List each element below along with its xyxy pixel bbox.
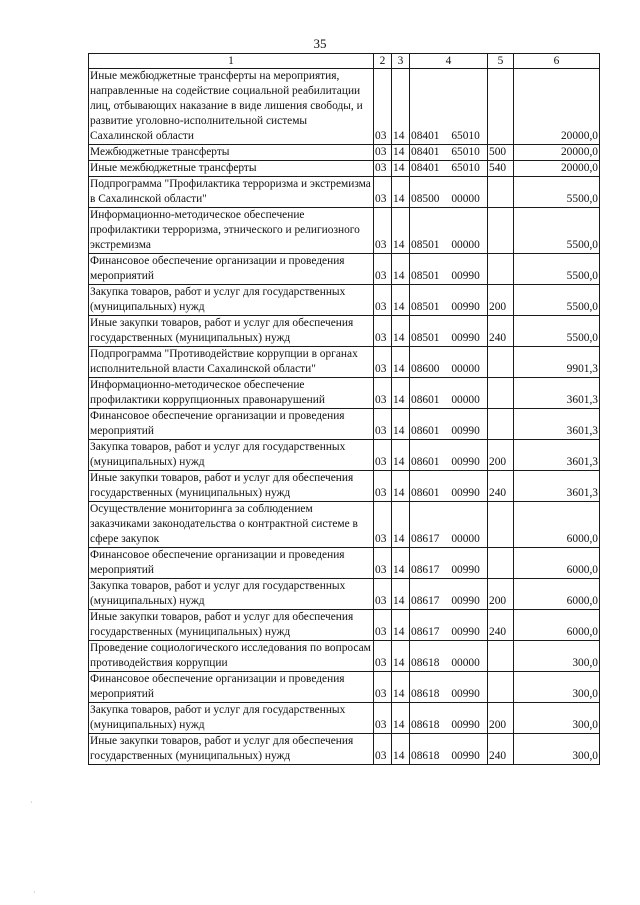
row-subsection-cell: 14 bbox=[392, 440, 410, 471]
row-amount-cell: 20000,0 bbox=[514, 161, 600, 177]
table-row bbox=[89, 378, 600, 409]
row-name-cell: Подпрограмма "Профилактика терроризма и экстремизма в Сахалинской области" bbox=[89, 177, 374, 208]
row-name-cell: Закупка товаров, работ и услуг для государственных (муниципальных) нужд bbox=[89, 440, 374, 471]
row-subsection-cell: 14 bbox=[392, 285, 410, 316]
row-amount-cell: 5500,0 bbox=[514, 177, 600, 208]
table-row bbox=[89, 641, 600, 672]
page-number: 35 bbox=[313, 36, 327, 51]
header-cell: 4 bbox=[410, 54, 488, 69]
row-name-cell: Иные закупки товаров, работ и услуг для обеспечения государственных (муниципальных) нужд bbox=[89, 316, 374, 347]
row-name-cell: Информационно-методическое обеспечение профилактики коррупционных правонарушений bbox=[89, 378, 374, 409]
row-expense-type-cell bbox=[488, 177, 514, 208]
row-target-article-cell: 08617 00990 bbox=[410, 610, 488, 641]
table-row bbox=[89, 347, 600, 378]
table-row bbox=[89, 69, 600, 145]
row-expense-type-cell bbox=[488, 347, 514, 378]
header-cell: 3 bbox=[392, 54, 410, 69]
row-name-cell: Осуществление мониторинга за соблюдением заказчиками законодательства о контрактной системе в сфере закупок bbox=[89, 502, 374, 548]
budget-table bbox=[88, 53, 600, 765]
row-name-cell: Иные межбюджетные трансферты на мероприятия, направленные на содействие социальной реабилитации лиц, отбывающих наказание в виде лишения свободы, и развитие уголовно-исполнительной системы Сахалинской области bbox=[89, 69, 374, 145]
row-amount-cell: 5500,0 bbox=[514, 208, 600, 254]
row-section-cell: 03 bbox=[374, 177, 392, 208]
header-cell: 2 bbox=[374, 54, 392, 69]
table-row bbox=[89, 177, 600, 208]
row-name-cell: Закупка товаров, работ и услуг для государственных (муниципальных) нужд bbox=[89, 285, 374, 316]
row-target-article-cell: 08600 00000 bbox=[410, 347, 488, 378]
row-amount-cell: 6000,0 bbox=[514, 502, 600, 548]
row-subsection-cell: 14 bbox=[392, 672, 410, 703]
row-section-cell: 03 bbox=[374, 610, 392, 641]
row-name-cell: Иные закупки товаров, работ и услуг для обеспечения государственных (муниципальных) нужд bbox=[89, 610, 374, 641]
row-section-cell: 03 bbox=[374, 208, 392, 254]
row-target-article-cell: 08618 00990 bbox=[410, 734, 488, 765]
row-target-article-cell: 08601 00000 bbox=[410, 378, 488, 409]
row-expense-type-cell: 540 bbox=[488, 161, 514, 177]
row-section-cell: 03 bbox=[374, 409, 392, 440]
row-expense-type-cell bbox=[488, 641, 514, 672]
row-subsection-cell: 14 bbox=[392, 254, 410, 285]
table-row bbox=[89, 610, 600, 641]
table-row bbox=[89, 548, 600, 579]
row-target-article-cell: 08501 00990 bbox=[410, 316, 488, 347]
row-name-cell: Финансовое обеспечение организации и проведения мероприятий bbox=[89, 672, 374, 703]
row-section-cell: 03 bbox=[374, 579, 392, 610]
row-expense-type-cell: 500 bbox=[488, 145, 514, 161]
row-subsection-cell: 14 bbox=[392, 347, 410, 378]
row-target-article-cell: 08618 00990 bbox=[410, 703, 488, 734]
row-expense-type-cell: 200 bbox=[488, 579, 514, 610]
header-cell: 5 bbox=[488, 54, 514, 69]
table-row bbox=[89, 285, 600, 316]
row-name-cell: Иные межбюджетные трансферты bbox=[89, 161, 374, 177]
row-amount-cell: 6000,0 bbox=[514, 579, 600, 610]
table-row bbox=[89, 672, 600, 703]
row-section-cell: 03 bbox=[374, 641, 392, 672]
row-name-cell: Подпрограмма "Противодействие коррупции в органах исполнительной власти Сахалинской области" bbox=[89, 347, 374, 378]
table-row bbox=[89, 502, 600, 548]
row-amount-cell: 300,0 bbox=[514, 734, 600, 765]
row-expense-type-cell: 240 bbox=[488, 734, 514, 765]
row-amount-cell: 6000,0 bbox=[514, 610, 600, 641]
row-section-cell: 03 bbox=[374, 254, 392, 285]
row-section-cell: 03 bbox=[374, 471, 392, 502]
row-subsection-cell: 14 bbox=[392, 703, 410, 734]
row-section-cell: 03 bbox=[374, 285, 392, 316]
row-target-article-cell: 08617 00000 bbox=[410, 502, 488, 548]
row-amount-cell: 9901,3 bbox=[514, 347, 600, 378]
row-amount-cell: 20000,0 bbox=[514, 145, 600, 161]
row-target-article-cell: 08601 00990 bbox=[410, 409, 488, 440]
header-cell: 6 bbox=[514, 54, 600, 69]
row-section-cell: 03 bbox=[374, 378, 392, 409]
row-name-cell: Закупка товаров, работ и услуг для государственных (муниципальных) нужд bbox=[89, 579, 374, 610]
row-subsection-cell: 14 bbox=[392, 378, 410, 409]
row-target-article-cell: 08618 00990 bbox=[410, 672, 488, 703]
row-expense-type-cell: 200 bbox=[488, 703, 514, 734]
row-target-article-cell: 08500 00000 bbox=[410, 177, 488, 208]
row-expense-type-cell: 200 bbox=[488, 285, 514, 316]
row-expense-type-cell: 240 bbox=[488, 316, 514, 347]
row-expense-type-cell bbox=[488, 254, 514, 285]
row-amount-cell: 5500,0 bbox=[514, 285, 600, 316]
row-section-cell: 03 bbox=[374, 440, 392, 471]
table-row bbox=[89, 409, 600, 440]
row-subsection-cell: 14 bbox=[392, 409, 410, 440]
row-expense-type-cell bbox=[488, 409, 514, 440]
row-target-article-cell: 08401 65010 bbox=[410, 145, 488, 161]
row-expense-type-cell: 240 bbox=[488, 610, 514, 641]
row-subsection-cell: 14 bbox=[392, 177, 410, 208]
row-section-cell: 03 bbox=[374, 703, 392, 734]
row-subsection-cell: 14 bbox=[392, 161, 410, 177]
row-amount-cell: 5500,0 bbox=[514, 254, 600, 285]
row-section-cell: 03 bbox=[374, 734, 392, 765]
row-amount-cell: 20000,0 bbox=[514, 69, 600, 145]
row-expense-type-cell bbox=[488, 378, 514, 409]
row-section-cell: 03 bbox=[374, 502, 392, 548]
row-name-cell: Закупка товаров, работ и услуг для государственных (муниципальных) нужд bbox=[89, 703, 374, 734]
row-amount-cell: 3601,3 bbox=[514, 471, 600, 502]
row-target-article-cell: 08501 00990 bbox=[410, 285, 488, 316]
row-subsection-cell: 14 bbox=[392, 208, 410, 254]
table-row bbox=[89, 254, 600, 285]
row-amount-cell: 300,0 bbox=[514, 641, 600, 672]
table-row bbox=[89, 579, 600, 610]
row-name-cell: Проведение социологического исследования по вопросам противодействия коррупции bbox=[89, 641, 374, 672]
row-expense-type-cell bbox=[488, 548, 514, 579]
row-subsection-cell: 14 bbox=[392, 548, 410, 579]
row-target-article-cell: 08617 00990 bbox=[410, 579, 488, 610]
table-row bbox=[89, 161, 600, 177]
row-target-article-cell: 08601 00990 bbox=[410, 440, 488, 471]
row-amount-cell: 5500,0 bbox=[514, 316, 600, 347]
table-row bbox=[89, 208, 600, 254]
row-name-cell: Финансовое обеспечение организации и проведения мероприятий bbox=[89, 254, 374, 285]
row-target-article-cell: 08617 00990 bbox=[410, 548, 488, 579]
scan-artifact: · bbox=[30, 798, 33, 807]
row-target-article-cell: 08501 00000 bbox=[410, 208, 488, 254]
row-target-article-cell: 08601 00990 bbox=[410, 471, 488, 502]
row-section-cell: 03 bbox=[374, 548, 392, 579]
row-subsection-cell: 14 bbox=[392, 145, 410, 161]
row-target-article-cell: 08501 00990 bbox=[410, 254, 488, 285]
table-row bbox=[89, 316, 600, 347]
table-row bbox=[89, 145, 600, 161]
row-subsection-cell: 14 bbox=[392, 316, 410, 347]
row-target-article-cell: 08401 65010 bbox=[410, 69, 488, 145]
row-expense-type-cell: 240 bbox=[488, 471, 514, 502]
row-name-cell: Финансовое обеспечение организации и проведения мероприятий bbox=[89, 548, 374, 579]
row-amount-cell: 3601,3 bbox=[514, 440, 600, 471]
row-section-cell: 03 bbox=[374, 145, 392, 161]
table-row bbox=[89, 440, 600, 471]
row-subsection-cell: 14 bbox=[392, 610, 410, 641]
row-amount-cell: 6000,0 bbox=[514, 548, 600, 579]
row-section-cell: 03 bbox=[374, 69, 392, 145]
row-expense-type-cell bbox=[488, 69, 514, 145]
row-subsection-cell: 14 bbox=[392, 471, 410, 502]
row-section-cell: 03 bbox=[374, 316, 392, 347]
row-section-cell: 03 bbox=[374, 161, 392, 177]
row-expense-type-cell bbox=[488, 672, 514, 703]
row-name-cell: Межбюджетные трансферты bbox=[89, 145, 374, 161]
table-header-row bbox=[89, 54, 600, 69]
table-row bbox=[89, 703, 600, 734]
row-section-cell: 03 bbox=[374, 347, 392, 378]
row-expense-type-cell bbox=[488, 208, 514, 254]
header-cell: 1 bbox=[89, 54, 374, 69]
row-subsection-cell: 14 bbox=[392, 69, 410, 145]
row-section-cell: 03 bbox=[374, 672, 392, 703]
row-amount-cell: 300,0 bbox=[514, 703, 600, 734]
row-subsection-cell: 14 bbox=[392, 734, 410, 765]
row-name-cell: Финансовое обеспечение организации и проведения мероприятий bbox=[89, 409, 374, 440]
row-subsection-cell: 14 bbox=[392, 641, 410, 672]
row-name-cell: Информационно-методическое обеспечение профилактики терроризма, этнического и религиозного экстремизма bbox=[89, 208, 374, 254]
table-row bbox=[89, 734, 600, 765]
row-expense-type-cell bbox=[488, 502, 514, 548]
row-target-article-cell: 08401 65010 bbox=[410, 161, 488, 177]
row-amount-cell: 3601,3 bbox=[514, 378, 600, 409]
table-row bbox=[89, 471, 600, 502]
row-amount-cell: 300,0 bbox=[514, 672, 600, 703]
row-name-cell: Иные закупки товаров, работ и услуг для обеспечения государственных (муниципальных) нужд bbox=[89, 734, 374, 765]
row-name-cell: Иные закупки товаров, работ и услуг для обеспечения государственных (муниципальных) нужд bbox=[89, 471, 374, 502]
row-subsection-cell: 14 bbox=[392, 502, 410, 548]
row-target-article-cell: 08618 00000 bbox=[410, 641, 488, 672]
scan-artifact: · bbox=[33, 888, 36, 897]
row-expense-type-cell: 200 bbox=[488, 440, 514, 471]
row-amount-cell: 3601,3 bbox=[514, 409, 600, 440]
row-subsection-cell: 14 bbox=[392, 579, 410, 610]
